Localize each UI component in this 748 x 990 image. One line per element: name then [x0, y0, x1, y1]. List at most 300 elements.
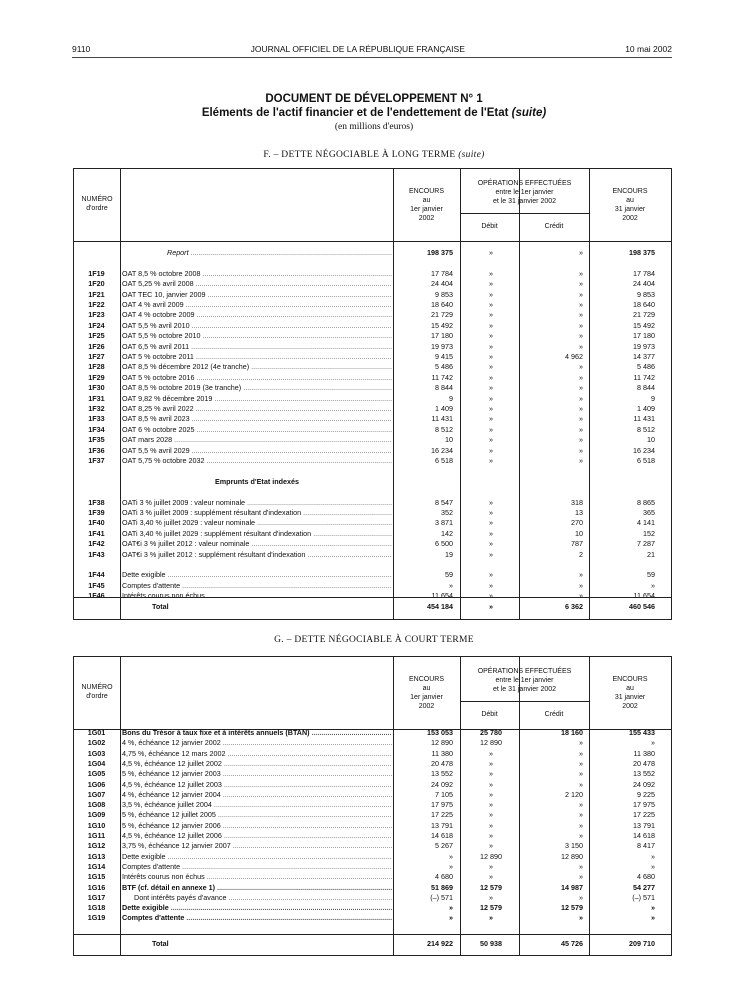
- credit-value: »: [579, 341, 583, 351]
- numero-label: NUMÉRO: [81, 196, 113, 203]
- encours-start-value: »: [449, 913, 453, 923]
- operations-header: OPÉRATIONS EFFECTUÉES entre le 1er janvier et le 31 janvier 2002: [477, 180, 572, 205]
- table-row: [74, 497, 671, 508]
- row-number: 1G01: [87, 728, 106, 737]
- encours-start-value: 13 791: [431, 820, 453, 830]
- encours-end-value: 13 552: [633, 769, 655, 779]
- encours-end-value: 11 742: [633, 372, 655, 382]
- row-label: OATi 3,40 % juillet 2029 : valeur nominale .....: [122, 517, 392, 528]
- encours-end-value: 6 518: [637, 456, 655, 465]
- encours-end-value: 8 865: [637, 497, 655, 507]
- row-label: OAT€i 3 % juillet 2012 : valeur nominale .....: [122, 538, 392, 549]
- encours-end-value: 17 784: [633, 268, 655, 278]
- numero-header: [74, 195, 120, 213]
- debit-value: »: [489, 508, 493, 517]
- row-label: Comptes d'attente .....: [122, 912, 392, 923]
- row-label: OAT 5 % octobre 2011 .....: [122, 351, 392, 362]
- encours-start-value: 24 092: [431, 779, 453, 789]
- encours-end-value: 17 975: [633, 800, 655, 810]
- encours-end-value: 152: [643, 528, 655, 538]
- encours-start-value: 6 500: [435, 539, 453, 549]
- encours-end-value: 9: [651, 393, 655, 403]
- credit-value: »: [579, 331, 583, 341]
- encours-end-value: »: [651, 738, 655, 748]
- row-number: 1G12: [87, 841, 106, 851]
- encours-end-value: 365: [643, 508, 655, 517]
- row-label: Dette exigible .....: [122, 902, 392, 913]
- encours-end-value: »: [651, 861, 655, 871]
- credit-value: 14 987: [561, 882, 583, 892]
- row-label: OAT 5,25 % avril 2008 .....: [122, 278, 392, 289]
- operations-header: OPÉRATIONS EFFECTUÉES entre le 1er janvier et le 31 janvier 2002: [477, 668, 572, 693]
- debit-value: »: [489, 841, 493, 851]
- total-label: Total: [152, 939, 169, 948]
- credit-value: 318: [571, 497, 583, 507]
- encours-end-value: 17 225: [633, 810, 655, 820]
- total-debit: »: [489, 602, 493, 611]
- row-label: Intérêts courus non échus .....: [122, 590, 392, 601]
- row-number: 1F26: [88, 341, 105, 351]
- debit-value: »: [489, 331, 493, 341]
- encours-end-value: 14 618: [633, 831, 655, 840]
- credit-value: 12 579: [561, 903, 583, 913]
- row-number: 1G17: [87, 892, 106, 902]
- table-row: [74, 465, 671, 476]
- encours-start-value: 12 890: [431, 738, 453, 748]
- total-encours-start: 214 922: [427, 939, 453, 948]
- encours-start-value: 8 547: [435, 497, 453, 507]
- table-row: [74, 361, 671, 372]
- row-label: BTF (cf. détail en annexe 1) .....: [122, 882, 392, 893]
- credit-value: »: [579, 456, 583, 465]
- encours-end-header: ENCOURS au 31 janvier 2002: [612, 188, 648, 222]
- encours-start-value: 4 680: [435, 872, 453, 882]
- encours-start-value: »: [449, 903, 453, 913]
- debit-value: »: [489, 518, 493, 528]
- credit-value: »: [579, 445, 583, 455]
- row-number: 1F33: [88, 414, 105, 424]
- table-row: [74, 476, 671, 487]
- header-rule: [72, 57, 672, 58]
- row-label: Dont intérêts payés d'avance .....: [122, 892, 392, 903]
- row-label: Dette exigible .....: [122, 569, 392, 580]
- encours-start-value: 11 654: [431, 591, 453, 601]
- debit-value: »: [489, 424, 493, 434]
- total-encours-start: 454 184: [427, 602, 453, 611]
- encours-end-value: 20 478: [633, 758, 655, 768]
- row-number: 1G02: [87, 738, 106, 748]
- credit-value: 787: [571, 539, 583, 549]
- row-number: 1F32: [88, 404, 105, 413]
- row-number: 1F46: [88, 591, 105, 601]
- row-number: 1F23: [88, 310, 105, 320]
- encours-end-value: »: [651, 913, 655, 923]
- debit-value: »: [489, 810, 493, 820]
- encours-end-value: 14 377: [633, 352, 655, 361]
- total-encours-end: 209 710: [629, 939, 655, 948]
- encours-start-value: 14 618: [431, 831, 453, 840]
- encours-end-value: 198 375: [629, 248, 655, 257]
- debit-value: 12 579: [480, 903, 502, 913]
- debit-value: »: [489, 456, 493, 465]
- row-label: Dette exigible .....: [122, 851, 392, 862]
- encours-start-header: ENCOURS au 1er janvier 2002: [408, 676, 444, 710]
- row-label: 3,5 %, échéance juillet 2004 .....: [122, 799, 392, 810]
- encours-start-header: ENCOURS au 1er janvier 2002: [408, 188, 444, 222]
- credit-value: »: [579, 861, 583, 871]
- row-number: 1G19: [87, 913, 106, 923]
- encours-end-value: 13 791: [633, 820, 655, 830]
- row-number: 1G07: [87, 789, 106, 799]
- row-label: OAT 5,75 % octobre 2032 .....: [122, 455, 392, 466]
- debit-value: »: [489, 591, 493, 601]
- total-encours-end: 460 546: [629, 602, 655, 611]
- credit-value: »: [579, 300, 583, 309]
- debit-value: »: [489, 831, 493, 840]
- table-row: [74, 382, 671, 393]
- encours-end-value: (–) 571: [632, 892, 655, 902]
- total-credit: 45 726: [561, 939, 583, 948]
- debit-value: »: [489, 372, 493, 382]
- row-number: 1F28: [88, 362, 105, 372]
- row-label: 4 %, échéance 12 janvier 2004 .....: [122, 789, 392, 800]
- encours-start-value: 11 742: [431, 372, 453, 382]
- encours-start-value: 13 552: [431, 769, 453, 779]
- row-number: 1G05: [87, 769, 106, 779]
- debit-value: »: [489, 800, 493, 810]
- encours-start-value: (–) 571: [430, 892, 453, 902]
- encours-end-value: »: [651, 580, 655, 590]
- debit-value: »: [489, 404, 493, 413]
- row-number: 1G03: [87, 748, 106, 758]
- debit-value: »: [489, 779, 493, 789]
- credit-value: »: [579, 779, 583, 789]
- credit-value: »: [579, 748, 583, 758]
- table-row: [74, 403, 671, 414]
- row-number: 1F29: [88, 372, 105, 382]
- total-credit: 6 362: [565, 602, 583, 611]
- total-row: [74, 938, 671, 949]
- encours-end-value: 11 654: [633, 591, 655, 601]
- row-label: 3,75 %, échéance 12 janvier 2007 .....: [122, 840, 392, 851]
- document-title: DOCUMENT DE DÉVELOPPEMENT N° 1: [265, 93, 483, 105]
- debit-value: »: [489, 362, 493, 372]
- encours-end-value: 9 853: [637, 289, 655, 299]
- encours-start-value: 9 853: [435, 289, 453, 299]
- row-number: 1F24: [88, 320, 105, 330]
- row-label: OAT 5,5 % avril 2029 .....: [122, 445, 392, 456]
- credit-value: »: [579, 758, 583, 768]
- credit-value: »: [579, 580, 583, 590]
- debit-value: »: [489, 539, 493, 549]
- debit-header: Débit: [481, 223, 498, 230]
- table-row: [74, 528, 671, 539]
- table-row: [74, 309, 671, 320]
- row-number: 1F44: [88, 570, 105, 580]
- debit-value: »: [489, 435, 493, 445]
- row-label: 5 %, échéance 12 janvier 2003 .....: [122, 768, 392, 779]
- table-row: [74, 569, 671, 580]
- table-row: [74, 393, 671, 404]
- credit-value: 12 890: [561, 851, 583, 861]
- encours-start-value: 3 871: [435, 518, 453, 528]
- credit-value: »: [579, 248, 583, 257]
- debit-value: »: [489, 352, 493, 361]
- encours-end-value: 24 404: [633, 279, 655, 289]
- credit-value: 2: [579, 549, 583, 559]
- row-label: OAT mars 2028 .....: [122, 434, 392, 445]
- row-number: 1F21: [88, 289, 105, 299]
- encours-end-value: 155 433: [629, 728, 655, 737]
- credit-value: 2 120: [565, 789, 583, 799]
- encours-end-value: 4 680: [637, 872, 655, 882]
- row-number: 1G13: [87, 851, 106, 861]
- table-row: [74, 912, 671, 923]
- credit-value: »: [579, 279, 583, 289]
- encours-start-value: 153 053: [427, 728, 453, 737]
- table-row: [74, 278, 671, 289]
- credit-value: 3 150: [565, 841, 583, 851]
- row-label: Report .....: [122, 247, 392, 258]
- debit-value: »: [489, 570, 493, 580]
- encours-start-value: 18 640: [431, 300, 453, 309]
- credit-value: 4 962: [565, 352, 583, 361]
- debit-value: 12 890: [480, 851, 502, 861]
- row-label: OAT€i 3 % juillet 2012 : supplément résultant d'indexation .....: [122, 549, 392, 560]
- credit-value: »: [579, 383, 583, 393]
- encours-end-value: »: [651, 903, 655, 913]
- credit-header: Crédit: [544, 711, 564, 718]
- credit-value: »: [579, 362, 583, 372]
- encours-end-value: 7 287: [637, 539, 655, 549]
- debit-header: Débit: [481, 711, 498, 718]
- encours-end-value: 19 973: [633, 341, 655, 351]
- debit-value: »: [489, 872, 493, 882]
- credit-value: »: [579, 892, 583, 902]
- row-number: 1F43: [88, 549, 105, 559]
- encours-start-value: 5 267: [435, 841, 453, 851]
- long-term-debt-table: [73, 168, 672, 620]
- credit-value: »: [579, 769, 583, 779]
- encours-start-value: 17 180: [431, 331, 453, 341]
- row-label: OAT 8,25 % avril 2022 .....: [122, 403, 392, 414]
- table-row: [74, 559, 671, 570]
- table-row: [74, 549, 671, 560]
- row-label: 4,5 %, échéance 12 juillet 2003 .....: [122, 779, 392, 790]
- debit-value: »: [489, 248, 493, 257]
- row-number: 1F25: [88, 331, 105, 341]
- row-number: 1G04: [87, 758, 106, 768]
- row-label: OAT 4 % octobre 2009 .....: [122, 309, 392, 320]
- table-row: [74, 517, 671, 528]
- debit-value: »: [489, 789, 493, 799]
- row-number: 1F40: [88, 518, 105, 528]
- debit-value: »: [489, 758, 493, 768]
- row-label: 5 %, échéance 12 janvier 2006 .....: [122, 820, 392, 831]
- row-label: Intérêts courus non échus .....: [122, 871, 392, 882]
- document-subtitle: Eléments de l'actif financier et de l'endettement de l'Etat (suite): [201, 107, 547, 119]
- encours-start-value: »: [449, 580, 453, 590]
- row-label: OAT 5,5 % octobre 2010 .....: [122, 330, 392, 341]
- table-row: [74, 247, 671, 258]
- credit-value: »: [579, 320, 583, 330]
- encours-start-value: 9 415: [435, 352, 453, 361]
- encours-start-value: »: [449, 861, 453, 871]
- encours-end-value: 15 492: [633, 320, 655, 330]
- debit-value: »: [489, 341, 493, 351]
- row-label: OAT 8,5 % avril 2023 .....: [122, 413, 392, 424]
- row-label: OAT 8,5 % octobre 2008 .....: [122, 268, 392, 279]
- encours-start-value: 17 975: [431, 800, 453, 810]
- publication-date: 10 mai 2002: [625, 44, 672, 54]
- encours-start-value: 59: [445, 570, 453, 580]
- table-row: [74, 445, 671, 456]
- encours-end-value: 10: [647, 435, 655, 445]
- encours-start-value: 352: [441, 508, 453, 517]
- table-row: [74, 455, 671, 466]
- table-row: [74, 330, 671, 341]
- table-row: [74, 413, 671, 424]
- credit-header: Crédit: [544, 223, 564, 230]
- debit-value: »: [489, 580, 493, 590]
- row-number: 1F45: [88, 580, 105, 590]
- row-label: Bons du Trésor à taux fixe et à intérêts annuels (BTAN) .....: [122, 727, 392, 738]
- debit-value: »: [489, 913, 493, 923]
- row-label: OAT 8,5 % octobre 2019 (3e tranche) .....: [122, 382, 392, 393]
- encours-start-value: 8 512: [435, 424, 453, 434]
- ordre-label: d'ordre: [86, 205, 108, 212]
- row-label: OAT 5 % octobre 2016 .....: [122, 372, 392, 383]
- debit-value: »: [489, 445, 493, 455]
- row-label: Comptes d'attente .....: [122, 861, 392, 872]
- numero-header: [74, 683, 120, 701]
- encours-end-value: 18 640: [633, 300, 655, 309]
- encours-start-value: 24 404: [431, 279, 453, 289]
- row-number: 1G06: [87, 779, 106, 789]
- credit-value: »: [579, 591, 583, 601]
- table-row: [74, 424, 671, 435]
- encours-end-value: 54 277: [633, 882, 655, 892]
- page-number: 9110: [72, 44, 91, 54]
- encours-end-value: 11 380: [633, 748, 655, 758]
- encours-start-value: 142: [441, 528, 453, 538]
- table-row: [74, 580, 671, 591]
- encours-start-value: 15 492: [431, 320, 453, 330]
- encours-start-value: 17 225: [431, 810, 453, 820]
- row-number: 1F30: [88, 383, 105, 393]
- row-number: 1G10: [87, 820, 106, 830]
- encours-start-value: 9: [449, 393, 453, 403]
- row-number: 1F37: [88, 456, 105, 465]
- credit-value: 270: [571, 518, 583, 528]
- encours-end-value: 8 417: [637, 841, 655, 851]
- section-g-title: G. – DETTE NÉGOCIABLE À COURT TERME: [274, 635, 474, 645]
- debit-value: »: [489, 861, 493, 871]
- journal-title: JOURNAL OFFICIEL DE LA RÉPUBLIQUE FRANÇAISE: [250, 44, 465, 54]
- row-number: 1F31: [88, 393, 105, 403]
- total-divider: [74, 934, 671, 935]
- encours-end-value: 11 431: [633, 414, 655, 424]
- row-number: 1G11: [87, 831, 106, 840]
- encours-start-value: »: [449, 851, 453, 861]
- credit-value: »: [579, 310, 583, 320]
- row-label: Emprunts d'Etat indexés: [215, 476, 299, 486]
- numero-label: NUMÉRO: [81, 684, 113, 691]
- encours-end-value: 1 409: [637, 404, 655, 413]
- row-number: 1F38: [88, 497, 105, 507]
- encours-start-value: 20 478: [431, 758, 453, 768]
- credit-value: »: [579, 570, 583, 580]
- credit-value: 13: [575, 508, 583, 517]
- row-number: 1F36: [88, 445, 105, 455]
- debit-value: »: [489, 320, 493, 330]
- encours-start-value: 10: [445, 435, 453, 445]
- credit-value: »: [579, 820, 583, 830]
- row-label: 4 %, échéance 12 janvier 2002 .....: [122, 737, 392, 748]
- encours-start-value: 6 518: [435, 456, 453, 465]
- row-label: OATi 3 % juillet 2009 : valeur nominale .....: [122, 497, 392, 508]
- encours-start-value: 11 380: [431, 748, 453, 758]
- encours-start-value: 1 409: [435, 404, 453, 413]
- encours-start-value: 8 844: [435, 383, 453, 393]
- encours-end-value: 8 512: [637, 424, 655, 434]
- row-number: 1G14: [87, 861, 106, 871]
- debit-value: »: [489, 268, 493, 278]
- page-header: [72, 44, 672, 54]
- encours-end-value: 8 844: [637, 383, 655, 393]
- row-number: 1F35: [88, 435, 105, 445]
- debit-value: 12 890: [480, 738, 502, 748]
- encours-start-value: 19 973: [431, 341, 453, 351]
- table-row: [74, 268, 671, 279]
- row-label: OAT 4 % avril 2009 .....: [122, 299, 392, 310]
- encours-start-value: 5 486: [435, 362, 453, 372]
- table-row: [74, 372, 671, 383]
- encours-end-value: 59: [647, 570, 655, 580]
- credit-value: »: [579, 913, 583, 923]
- debit-value: »: [489, 497, 493, 507]
- row-number: 1F19: [88, 268, 105, 278]
- encours-start-value: 7 105: [435, 789, 453, 799]
- credit-value: »: [579, 414, 583, 424]
- encours-start-value: 198 375: [427, 248, 453, 257]
- encours-start-value: 16 234: [431, 445, 453, 455]
- row-label: OATi 3 % juillet 2009 : supplément résultant d'indexation .....: [122, 507, 392, 518]
- row-number: 1F39: [88, 508, 105, 517]
- credit-value: »: [579, 424, 583, 434]
- debit-value: 25 780: [480, 728, 502, 737]
- credit-value: »: [579, 372, 583, 382]
- debit-value: »: [489, 892, 493, 902]
- encours-end-header: ENCOURS au 31 janvier 2002: [612, 676, 648, 710]
- debit-value: »: [489, 393, 493, 403]
- row-label: OAT 9,82 % décembre 2019 .....: [122, 393, 392, 404]
- total-debit: 50 938: [480, 939, 502, 948]
- table-row: [74, 341, 671, 352]
- row-label: Comptes d'attente .....: [122, 580, 392, 591]
- credit-value: »: [579, 268, 583, 278]
- encours-start-value: 21 729: [431, 310, 453, 320]
- row-label: 5 %, échéance 12 juillet 2005 .....: [122, 809, 392, 820]
- table-row: [74, 507, 671, 518]
- row-number: 1G16: [87, 882, 106, 892]
- debit-value: 12 579: [480, 882, 502, 892]
- encours-end-value: 24 092: [633, 779, 655, 789]
- row-label: OAT 6 % octobre 2025 .....: [122, 424, 392, 435]
- credit-value: 18 160: [561, 728, 583, 737]
- operations-divider: [460, 213, 589, 214]
- total-row: [74, 601, 671, 612]
